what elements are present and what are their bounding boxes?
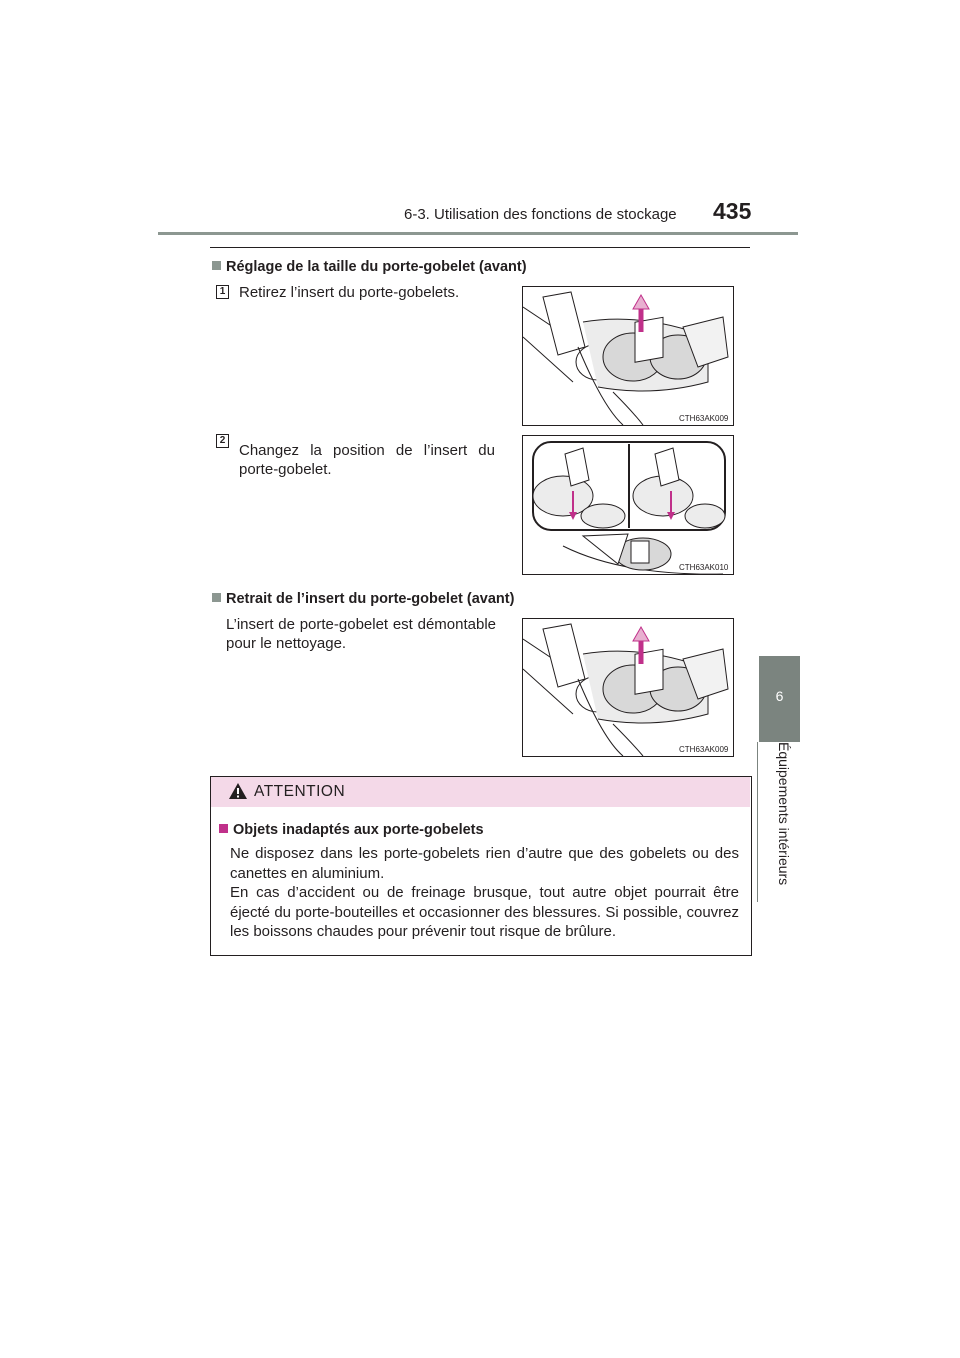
figure-code: CTH63AK010 [679,563,729,572]
step-number: 2 [216,434,229,448]
chapter-number: 6 [775,688,784,704]
chapter-divider [757,742,758,902]
cupholder-insert-cleaning-figure [522,618,734,757]
step-number: 1 [216,285,229,299]
warning-heading: Objets inadaptés aux porte-gobelets [219,822,484,838]
section-title: 6-3. Utilisation des fonctions de stockage [404,206,677,223]
chapter-title: Équipements intérieurs [776,742,792,886]
section-heading: Retrait de l’insert du porte-gobelet (avant) [212,591,514,607]
warning-text [230,844,739,942]
warning-triangle-icon [228,782,248,800]
cupholder-insert-position-figure [522,435,734,575]
step-text: Changez la position de l’insert du porte-gobelet. [239,442,495,478]
heading-bullet-icon [212,261,221,270]
warning-bullet-icon [219,824,228,833]
warning-paragraph: En cas d’accident ou de freinage brusque, tout autre objet pourrait être éjecté du porte-bouteilles et occasionner des blessures. Si possible, couvrez les boissons chaudes pour prévenir tout risque de brûlure. [230,884,739,940]
warning-title: ATTENTION [254,783,346,800]
step-text: Retirez l’insert du porte-gobelets. [239,284,460,301]
section-text: L’insert de porte-gobelet est démontable pour le nettoyage. [226,616,496,652]
heading-bullet-icon [212,593,221,602]
section-heading: Réglage de la taille du porte-gobelet (avant) [212,259,527,275]
warning-paragraph: Ne disposez dans les porte-gobelets rien d’autre que des gobelets ou des canettes en aluminium. [230,845,739,882]
cupholder-insert-removal-figure [522,286,734,426]
console-illustration [523,619,733,756]
figure-code: CTH63AK009 [679,414,729,423]
insert-position-illustration [523,436,733,574]
figure-code: CTH63AK009 [679,745,729,754]
header-divider [158,232,798,235]
page-number: 435 [713,198,752,224]
console-illustration [523,287,733,425]
content-divider [210,247,750,248]
